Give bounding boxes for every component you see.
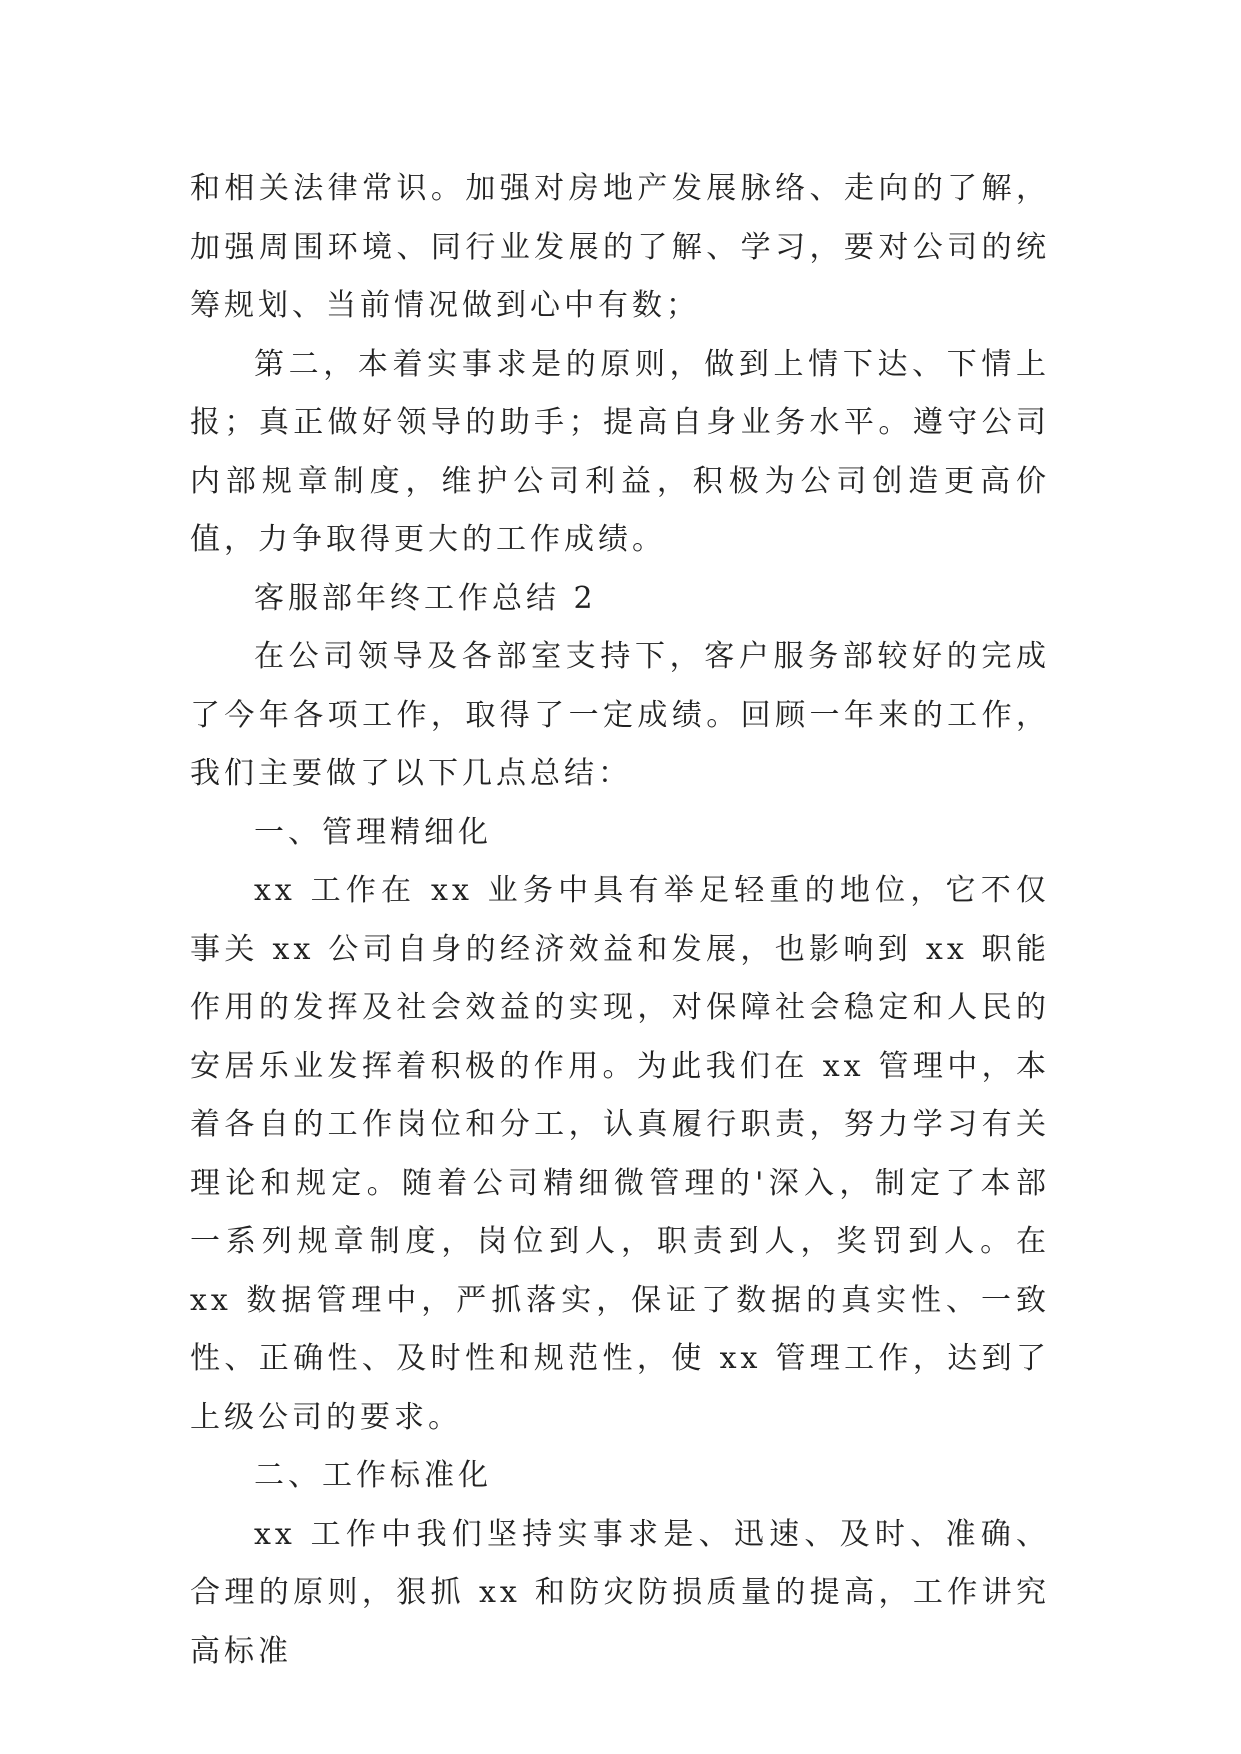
paragraph-intro: 在公司领导及各部室支持下，客户服务部较好的完成了今年各项工作，取得了一定成绩。回顾一年来的工作，我们主要做了以下几点总结：	[190, 639, 1050, 791]
heading-standardization: 二、工作标准化	[254, 1458, 492, 1493]
heading-management: 一、管理精细化	[254, 814, 492, 850]
paragraph-management: xx 工作在 xx 业务中具有举足轻重的地位，它不仅事关 xx 公司自身的经济效益和发展，也影响到 xx 职能作用的发挥及社会效益的实现，对保障社会稳定和人民的安居乐业发挥着积极的作用。为此我们在 xx 管理中，本着各自的工作岗位和分工，认真履行职责，努力学习有关理论和规定。随着公司精细微管理的'深入，制定了本部一系列规章制度，岗位到人，职责到人，奖罚到人。在 xx 数据管理中，严抓落实，保证了数据的真实性、一致性、正确性、及时性和规范性，使 xx 管理工作，达到了上级公司的要求。	[190, 873, 1050, 1435]
section-title: 客服部年终工作总结 2	[254, 580, 597, 616]
paragraph-continuation: 和相关法律常识。加强对房地产发展脉络、走向的了解，加强周围环境、同行业发展的了解、学习，要对公司的统筹规划、当前情况做到心中有数；	[190, 171, 1050, 323]
document-body	[190, 160, 1050, 1681]
paragraph-standardization: xx 工作中我们坚持实事求是、迅速、及时、准确、合理的原则，狠抓 xx 和防灾防损质量的提高，工作讲究高标准	[190, 1516, 1050, 1669]
paragraph-second-principle: 第二，本着实事求是的原则，做到上情下达、下情上报；真正做好领导的助手；提高自身业务水平。遵守公司内部规章制度，维护公司利益，积极为公司创造更高价值，力争取得更大的工作成绩。	[190, 346, 1050, 557]
